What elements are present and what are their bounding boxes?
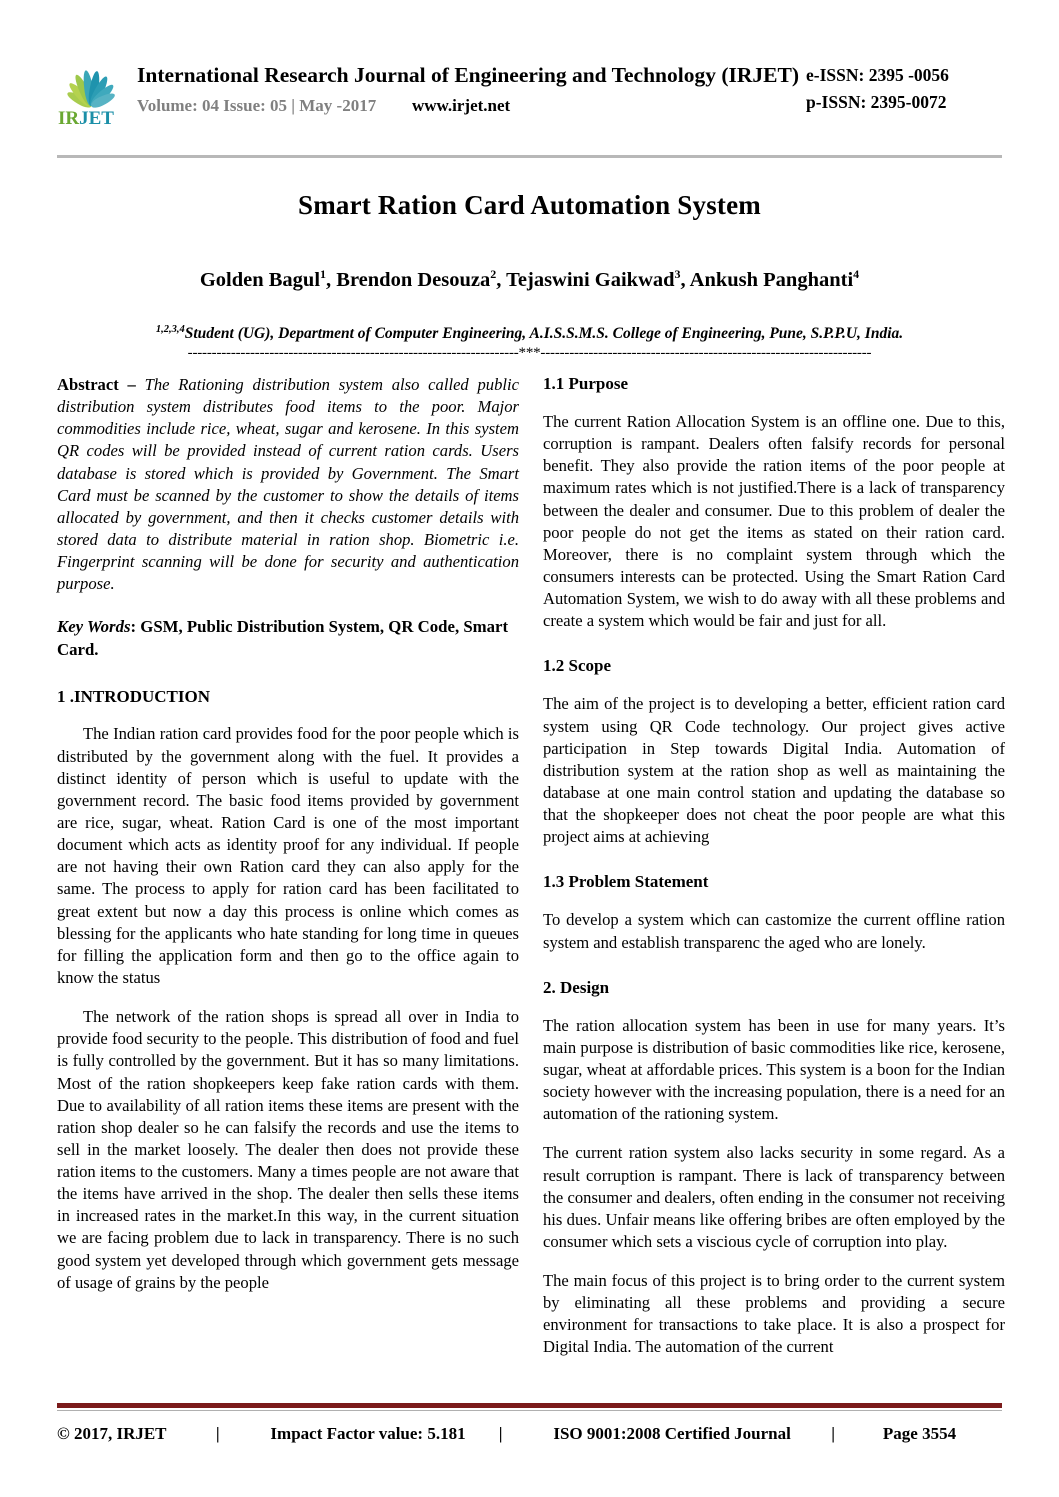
article-body xyxy=(57,373,1005,1376)
footer-copyright: © 2017, IRJET xyxy=(57,1424,167,1443)
author-affil-marker-3: 3 xyxy=(674,267,681,281)
logo-word-ir: IR xyxy=(58,108,80,129)
footer-separator-3: | xyxy=(831,1424,836,1443)
masthead-text xyxy=(127,62,800,116)
scope-paragraph: The aim of the project is to developing a better, efficient ration card system using QR Code technology. Our project gives active participation in Step towards Digital India. Automation of distribution system at the ration shop as well as maintaining the database at one main control station and updating the database so that the shopkeeper does not cheat the poor people are what this project aims at achieving xyxy=(543,694,1005,847)
footer-iso-certification: ISO 9001:2008 Certified Journal xyxy=(553,1424,791,1443)
intro-paragraph-2: The network of the ration shops is spread all over in India to provide food security to the people. This distribution of food and fuel is fully controlled by the government. But it has so many limitations. Most of the ration shopkeepers keep fake ration cards with them. Due to availability of all ration items these items are present with the ration shop dealer so he can falsify the records and use the items to sell in the market loosely. The dealer then does not provide these ration items to the customers. Many a times people are not aware that the items have arrived in the shop. The dealer then sells these items in increased rates in the market.In this way, in the current situation we are facing problem due to lack in transparency. There is no such good system yet developed through which government gets message of usage of grains by the people xyxy=(57,1007,519,1292)
abstract-label: Abstract – xyxy=(57,374,136,394)
page-footer xyxy=(57,1403,1002,1444)
issn-block xyxy=(800,62,1002,116)
footer-separator-2: | xyxy=(498,1424,503,1443)
left-column xyxy=(57,374,519,1376)
p-issn: p-ISSN: 2395-0072 xyxy=(806,92,947,113)
author-affil-marker-2: 2 xyxy=(490,267,497,281)
affiliation-markers: 1,2,3,4 xyxy=(155,323,185,335)
irjet-wordmark xyxy=(58,109,127,128)
footer-text xyxy=(57,1411,1002,1444)
author-affil-marker-4: 4 xyxy=(853,267,860,281)
heading-scope: 1.2 Scope xyxy=(543,656,611,676)
purpose-paragraph: The current Ration Allocation System is an offline one. Due to this, corruption is rampant. Dealers often falsify records for personal benefit. They also provide the ration items of the poor people at maximum rates which is not justified.There is a lack of transparency between the dealer and consumer. Due to this problem of dealer the poor people do not get the items as stated on their ration card. Moreover, there is no complaint system through which the consumers interests can be protected. Using the Smart Ration Card Automation System, we wish to do away with all these problems and create a system which would be fair and just for all. xyxy=(543,411,1005,631)
footer-separator-1: | xyxy=(215,1424,220,1443)
section-divider: ---------------------------------------------------------------------***--------------------------------------------------------------------- xyxy=(187,344,872,361)
leaf-fan-icon xyxy=(59,64,121,108)
design-paragraph-2: The current ration system also lacks security in some regard. As a result corruption is rampant. There is lack of transparency between the consumer and dealers, often ending in the consumer not receiving his dues. Unfair means like offering bribes are often employed by the consumer which sets a viscious cycle of corruption into play. xyxy=(543,1143,1005,1251)
problem-statement-paragraph: To develop a system which can castomize the current offline ration system and establish transparenc the aged who are lonely. xyxy=(543,910,1005,952)
abstract-paragraph xyxy=(57,374,519,595)
header-divider xyxy=(57,155,1002,158)
heading-design: 2. Design xyxy=(543,977,610,997)
right-column xyxy=(543,374,1005,1376)
author-affiliation: $^{1,2,3,4}$Student (UG), Department of Computer Engineering, A.I.S.S.M.S. College of Engineering, Pune, S.P.P.U, India. xyxy=(155,323,904,342)
abstract-text: The Rationing distribution system also called public distribution system distributes food items to the poor. Major commodities include rice, wheat, sugar and kerosene. In this system QR codes will be provided instead of current ration cards. Users database is stored which is provided by Government. The Smart Card must be scanned by the customer to show the details of items allocated by government, and then it checks customer details with stored data to distribute material in ration shop. Biometric i.e. Fingerprint scanning will be done for security and authentication purpose. xyxy=(57,374,519,594)
e-issn: e-ISSN: 2395 -0056 xyxy=(806,65,949,85)
author-affil-marker-1: 1 xyxy=(320,267,327,281)
heading-purpose: 1.1 Purpose xyxy=(543,373,628,393)
journal-masthead xyxy=(57,0,1002,144)
heading-introduction: 1 .INTRODUCTION xyxy=(57,687,211,707)
intro-paragraph-1: The Indian ration card provides food for the poor people which is distributed by the government along with the fuel. It provides a distinct identity of person which is useful to update with the government record. The basic food items provided by government are rice, sugar, wheat. Ration Card is one of the most important document which acts as identity proof for any individual. If people are not having their own Ration card they can also apply for the same. The process to apply for ration card has been facilitated to great extent but now a day this process is online which comes as blessing for the applicants who hate standing for long time in queues for filling the application form and then go to the office again to know the status xyxy=(57,724,519,987)
journal-website[interactable]: www.irjet.net xyxy=(412,96,511,116)
author-list: Golden Bagul$^1$, Brendon Desouza$^2$, Tejaswini Gaikwad$^3$, Ankush Panghanti$^4$ xyxy=(199,267,860,291)
masthead-second-row xyxy=(137,96,800,116)
page-title: Smart Ration Card Automation System xyxy=(298,190,761,220)
irjet-logo xyxy=(57,62,127,128)
journal-title: International Research Journal of Engineering and Technology (IRJET) xyxy=(137,63,799,87)
design-paragraph-1: The ration allocation system has been in use for many years. It’s main purpose is distribution of basic commodities like rice, kerosene, sugar, wheat at affordable prices. This system is a boon for the Indian society however with the increasing population, there is a need for an automation of the rationing system. xyxy=(543,1015,1005,1124)
keywords-paragraph xyxy=(57,616,519,661)
footer-impact-factor: Impact Factor value: 5.181 xyxy=(270,1424,466,1443)
keywords-label: Key Words xyxy=(57,617,131,637)
design-paragraph-3: The main focus of this project is to bring order to the current system by eliminating all these problems and providing a secure environment for transactions to take place. It is also a prospect for Digital India. The automation of the current xyxy=(543,1271,1005,1357)
keywords-text: : GSM, Public Distribution System, QR Code, Smart Card. xyxy=(57,617,509,659)
volume-issue-date: Volume: 04 Issue: 05 | May -2017 xyxy=(137,96,377,116)
footer-page-number: Page 3554 xyxy=(882,1424,957,1443)
heading-problem-statement: 1.3 Problem Statement xyxy=(543,872,709,892)
logo-word-jet: JET xyxy=(79,108,114,129)
footer-divider-maroon xyxy=(57,1403,1002,1408)
